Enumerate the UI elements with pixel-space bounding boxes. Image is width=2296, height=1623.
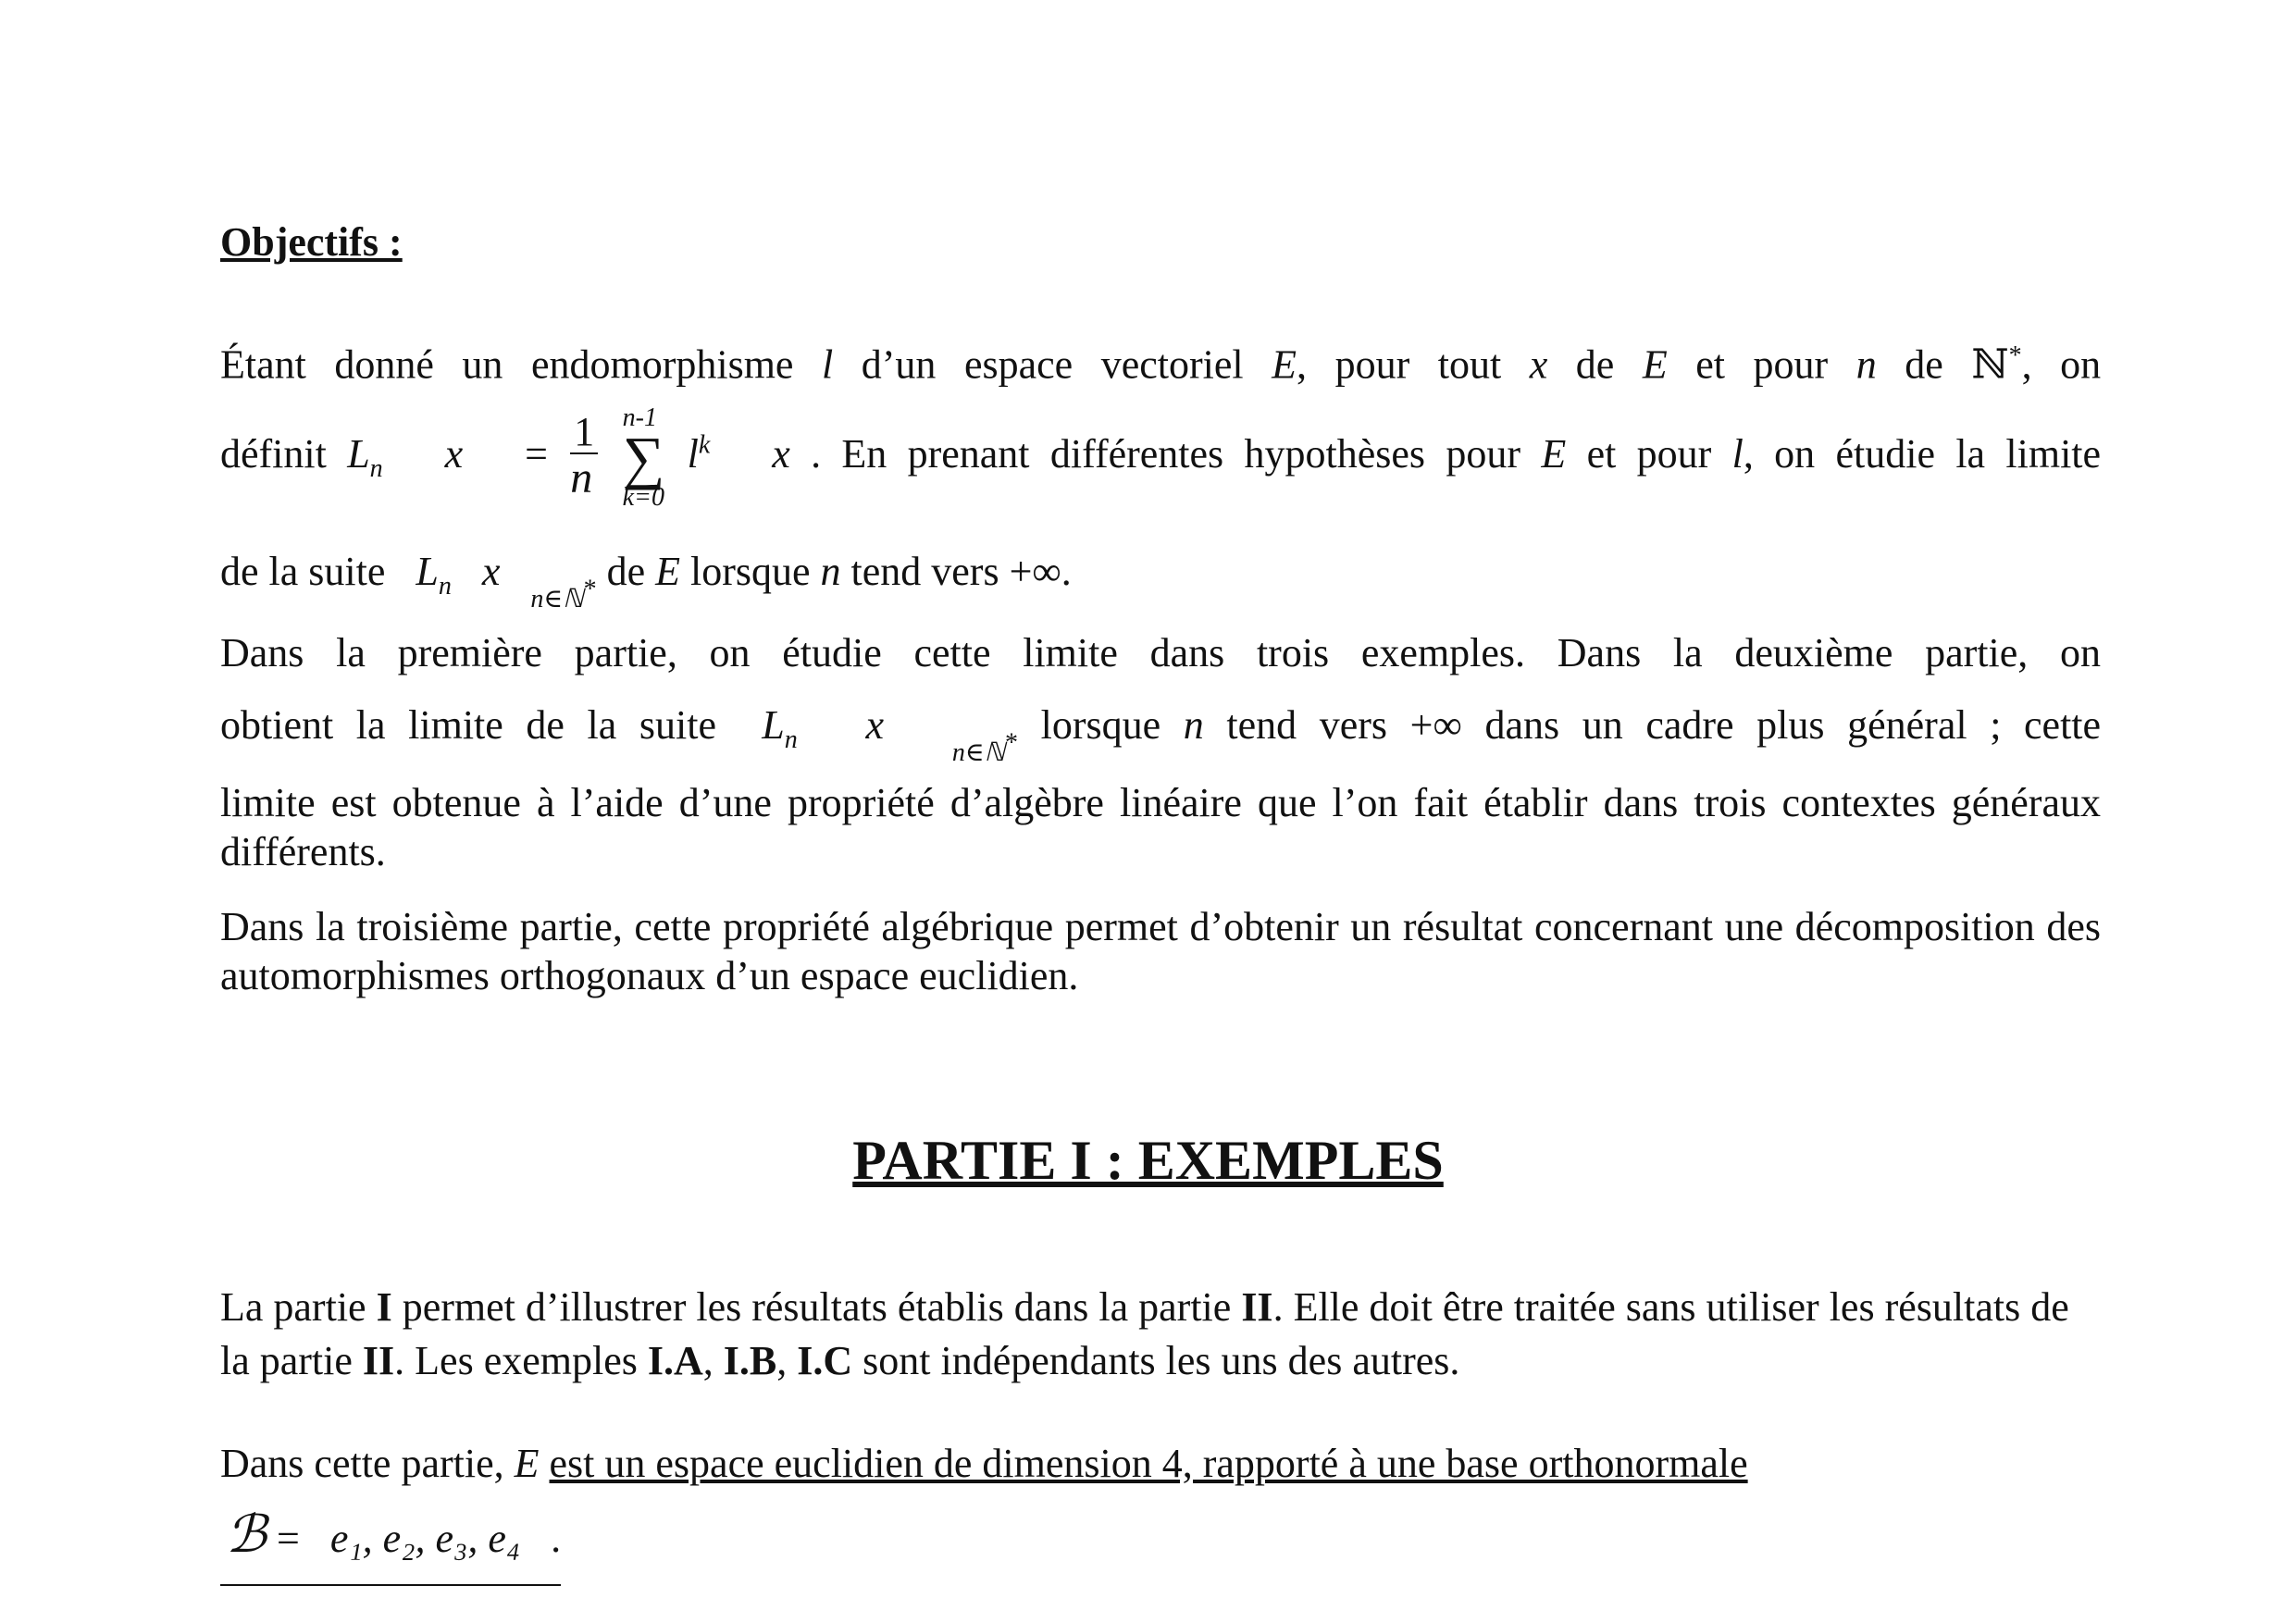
page-title: PARTIE I : EXEMPLES	[852, 1130, 1444, 1191]
text: de	[606, 549, 646, 594]
text: La partie	[220, 1284, 366, 1330]
text: de la suite	[220, 549, 386, 594]
math-symbol: n	[1855, 341, 1877, 388]
bold-ref: I.A	[647, 1338, 703, 1383]
math-operator: =	[277, 1516, 300, 1561]
math-symbol: n	[1183, 702, 1204, 748]
text: , on	[2021, 341, 2102, 388]
text: .	[551, 1516, 562, 1561]
math-symbol: L	[347, 430, 370, 477]
bold-ref: II	[362, 1338, 395, 1383]
text: Étant donné un endomorphisme	[220, 341, 794, 388]
text: dans un cadre plus général ; cette	[1484, 702, 2102, 748]
math-symbol: L	[416, 549, 439, 594]
sum-upper: n-1	[622, 403, 657, 432]
text: tend vers	[1226, 702, 1388, 748]
intro-para-3	[220, 903, 2101, 1001]
math-symbol: l	[1731, 430, 1744, 477]
intro-line-1	[220, 341, 2101, 390]
math-symbol: L	[762, 702, 785, 748]
text: définit	[220, 430, 327, 477]
text: d’un espace vectoriel	[861, 341, 1244, 388]
math-symbol: x	[481, 549, 501, 594]
math-symbol: E	[1272, 341, 1297, 388]
math-operator: =	[525, 430, 548, 477]
math-symbol: ℬ	[226, 1506, 267, 1564]
sum-lower: k=0	[622, 482, 664, 512]
intro-para-2-line-2	[220, 701, 2102, 767]
text-underlined: est un espace euclidien de dimension 4, rapporté à une base orthonormale	[549, 1441, 1748, 1486]
text: sont indépendants les uns des autres.	[863, 1338, 1460, 1383]
bold-ref: I.B	[723, 1338, 777, 1383]
text: Dans la première partie, on étudie cette limite dans trois exemples. Dans la deuxième partie, on	[220, 630, 2101, 675]
math-symbol: +∞	[1409, 702, 1462, 748]
math-symbol: x	[444, 430, 464, 477]
math-sub: n∈ℕ	[530, 584, 584, 613]
text: permet d’illustrer les résultats établis dans la partie	[402, 1284, 1232, 1330]
fraction-denominator: n	[570, 453, 593, 503]
text: . Les exemples	[394, 1338, 638, 1383]
text: obtient la limite de la suite	[220, 702, 717, 748]
math-sup: *	[2008, 341, 2022, 370]
text: tend vers	[850, 549, 999, 594]
math-sup: *	[1005, 728, 1019, 758]
math-sub: n	[784, 725, 798, 754]
math-symbol: l	[687, 430, 699, 477]
math-symbol: E	[1642, 341, 1668, 388]
math-symbol: +∞	[1009, 549, 1061, 594]
bold-ref: I	[376, 1284, 392, 1330]
math-sub: n	[369, 453, 383, 483]
math-sub: n∈ℕ	[951, 737, 1006, 767]
text: et pour	[1695, 341, 1829, 388]
text: et pour	[1586, 430, 1712, 477]
math-symbol: ℕ	[1971, 341, 2009, 388]
math-sup: k	[698, 430, 711, 460]
math-sub: n	[438, 571, 452, 601]
sigma-icon: ∑	[622, 425, 665, 490]
intro-line-2-formula	[220, 405, 2101, 511]
text: ,	[776, 1338, 788, 1383]
text: , on étudie la limite	[1743, 430, 2102, 477]
partie-paragraph	[220, 1281, 2071, 1388]
text: lorsque	[689, 549, 811, 594]
intro-para-2-line-3	[220, 779, 2101, 877]
basis-line	[226, 1505, 2106, 1567]
text: . Elle doit être traitée sans utiliser les résultats de la partie	[220, 1284, 2069, 1383]
math-symbol: x	[1529, 341, 1548, 388]
text: .	[1061, 549, 1072, 594]
math-symbol: n	[820, 549, 841, 594]
summation	[623, 405, 665, 511]
text: , pour tout	[1297, 341, 1502, 388]
math-sup: *	[583, 575, 597, 604]
dimension-statement	[220, 1440, 2108, 1489]
math-symbol: E	[1541, 430, 1567, 477]
bold-ref: II	[1241, 1284, 1273, 1330]
text: de	[1575, 341, 1615, 388]
text: de	[1905, 341, 1943, 388]
section-heading-objectifs: Objectifs :	[220, 219, 403, 265]
text: lorsque	[1040, 702, 1161, 748]
formula-Ln	[347, 403, 811, 512]
intro-para-2-line-1	[220, 629, 2101, 678]
basis-vectors: e₁, e₂, e₃, e₄	[329, 1516, 521, 1561]
text: limite est obtenue à l’aide d’une propriété d’algèbre linéaire que l’on fait établir dans trois contextes généraux différents.	[220, 780, 2101, 874]
text: . En prenant différentes hypothèses pour	[811, 430, 1521, 477]
text: Dans la troisième partie, cette propriété algébrique permet d’obtenir un résultat concernant une décomposition des automorphismes orthogonaux d’un espace euclidien.	[220, 904, 2101, 998]
fraction	[570, 409, 598, 503]
fraction-numerator: 1	[570, 412, 598, 454]
math-symbol: x	[772, 430, 790, 477]
math-symbol: E	[514, 1441, 540, 1486]
math-symbol: l	[822, 341, 834, 388]
underline-rule	[220, 1584, 561, 1586]
text: Dans cette partie,	[220, 1441, 504, 1486]
math-symbol: E	[655, 549, 680, 594]
intro-line-3	[220, 548, 2101, 613]
bold-ref: I.C	[797, 1338, 853, 1383]
math-symbol: x	[865, 702, 885, 748]
text: ,	[702, 1338, 714, 1383]
